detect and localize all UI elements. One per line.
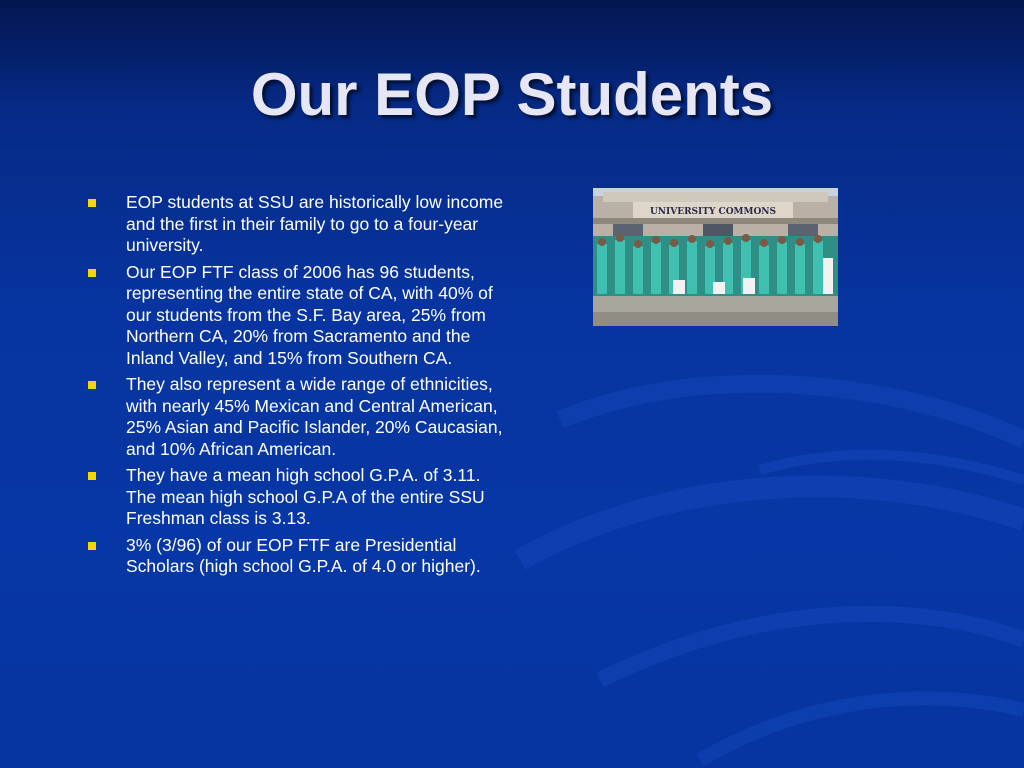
bullet-item [88,465,508,530]
bullet-item [88,192,508,257]
bullet-text: Our EOP FTF class of 2006 has 96 students, representing the entire state of CA, with 40% of our students from the S.F. Bay area, 25% from Northern CA, 20% from Sacramento and the Inland Valley, and 15% from Southern CA. [126,261,493,368]
square-bullet-icon [88,199,96,207]
bullet-list [88,192,508,583]
bullet-text: 3% (3/96) of our EOP FTF are Presidential Scholars (high school G.P.A. of 4.0 or higher). [126,534,481,576]
bullet-text: They have a mean high school G.P.A. of 3.11. The mean high school G.P.A of the entire SSU Freshman class is 3.13. [126,465,485,528]
square-bullet-icon [88,381,96,389]
building-sign-text: UNIVERSITY COMMONS [649,207,777,217]
bullet-text: They also represent a wide range of ethnicities, with nearly 45% Mexican and Central American, 25% Asian and Pacific Islander, 20% Caucasian, and 10% African American. [126,374,503,459]
square-bullet-icon [88,542,96,550]
bullet-item [88,262,508,370]
bullet-item [88,535,508,578]
slide-title: Our EOP Students [250,61,774,128]
square-bullet-icon [88,269,96,277]
group-photo [593,188,838,326]
square-bullet-icon [88,472,96,480]
bullet-text: EOP students at SSU are historically low income and the first in their family to go to a four-year university. [126,192,504,255]
bullet-item [88,374,508,460]
